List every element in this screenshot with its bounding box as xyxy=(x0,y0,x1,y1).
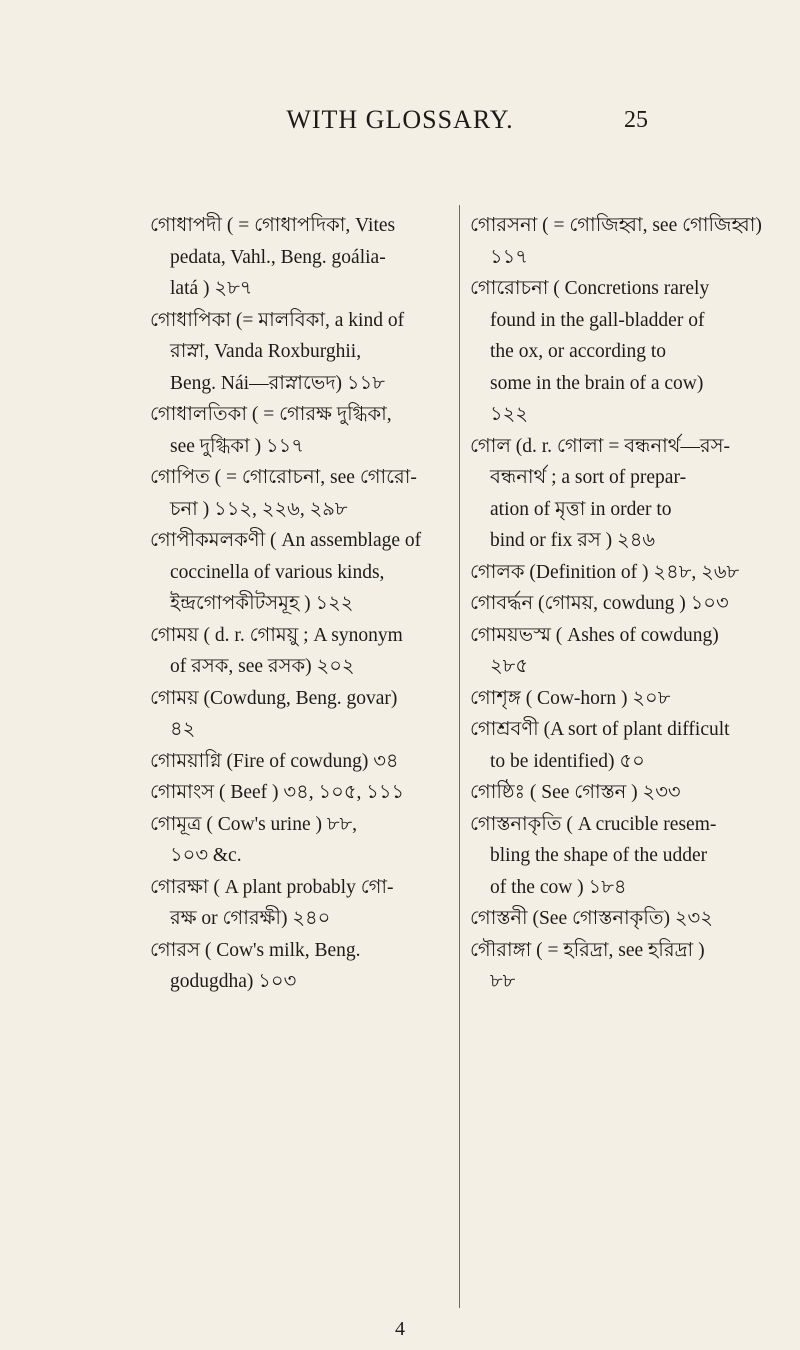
entry-first-line: গোপিত ( = গোরোচনা, see গোরো- xyxy=(150,467,417,488)
entry-continuation-line: to be identified) ৫০ xyxy=(490,750,645,772)
entry-first-line: গোধাপদী ( = গোধাপদিকা, Vites xyxy=(150,215,396,236)
glossary-entry xyxy=(470,620,792,683)
entry-continuation-line: ২৮৫ xyxy=(490,656,528,677)
glossary-entry xyxy=(470,935,792,998)
entry-first-line: গোমাংস ( Beef ) ৩৪, ১০৫, ১১১ xyxy=(150,782,405,803)
entry-continuation-line: godugdha) ১০৩ xyxy=(170,971,297,992)
entry-continuation-line: coccinella of various kinds, xyxy=(170,561,385,583)
signature-mark: 4 xyxy=(395,1318,405,1340)
entry-first-line: গোময়াগ্নি (Fire of cowdung) ৩৪ xyxy=(150,750,399,772)
entry-continuation-line: ation of মৃত্তা in order to xyxy=(490,498,672,520)
entry-first-line: গোমূত্র ( Cow's urine ) ৮৮, xyxy=(150,813,358,835)
entry-first-line: গোময় ( d. r. গোময়ু ; A synonym xyxy=(150,624,403,646)
entry-continuation-line: চনা ) ১১২, ২২৬, ২৯৮ xyxy=(170,498,348,520)
glossary-entry xyxy=(470,557,792,589)
entry-first-line: গোপীকমলকণী ( An assemblage of xyxy=(150,530,422,551)
glossary-entry xyxy=(150,872,465,935)
entry-continuation-line: বন্ধনার্থ ; a sort of prepar- xyxy=(490,467,687,488)
glossary-entry xyxy=(150,525,465,620)
glossary-entry xyxy=(150,462,465,525)
entry-first-line: গোষ্ঠিঃ ( See গোস্তন ) ২৩৩ xyxy=(470,782,681,803)
entry-continuation-line: pedata, Vahl., Beng. goália- xyxy=(170,246,386,268)
entry-first-line: গোময় (Cowdung, Beng. govar) xyxy=(150,687,398,709)
entry-first-line: গোময়ভস্ম ( Ashes of cowdung) xyxy=(470,624,719,646)
entry-continuation-line: of রসক, see রসক) ২০২ xyxy=(170,656,355,677)
entry-continuation-line: ইন্দ্রগোপকীটসমূহ ) ১২২ xyxy=(170,593,354,614)
glossary-entry xyxy=(150,746,465,778)
entry-first-line: গোশ্রবণী (A sort of plant difficult xyxy=(470,719,730,740)
glossary-entry xyxy=(470,714,792,777)
entry-continuation-line: রাস্না, Vanda Roxburghii, xyxy=(170,341,362,362)
glossary-entry xyxy=(150,399,465,462)
column-divider xyxy=(459,205,460,1308)
entry-continuation-line: ১২২ xyxy=(490,404,529,425)
glossary-column-right xyxy=(470,210,792,998)
glossary-entry xyxy=(150,210,465,305)
entry-continuation-line: ৪২ xyxy=(170,719,196,740)
glossary-entry xyxy=(150,935,465,998)
entry-first-line: গোরক্ষা ( A plant probably গো- xyxy=(150,876,394,898)
glossary-entry xyxy=(470,210,792,273)
entry-continuation-line: found in the gall-bladder of xyxy=(490,309,705,331)
entry-continuation-line: of the cow ) ১৮৪ xyxy=(490,876,627,898)
entry-first-line: গোস্তনাকৃতি ( A crucible resem- xyxy=(470,813,717,835)
entry-first-line: গোধালতিকা ( = গোরক্ষ দুগ্ধিকা, xyxy=(150,404,392,425)
glossary-entry xyxy=(470,683,792,715)
glossary-entry xyxy=(150,305,465,400)
entry-continuation-line: see দুগ্ধিকা ) ১১৭ xyxy=(170,435,304,457)
entry-first-line: গোবর্দ্ধন (গোময়, cowdung ) ১০৩ xyxy=(470,593,729,614)
glossary-entry xyxy=(150,777,465,809)
glossary-entry xyxy=(150,683,465,746)
page-number: 25 xyxy=(624,107,648,133)
entry-continuation-line: the ox, or according to xyxy=(490,341,666,362)
glossary-entry xyxy=(150,620,465,683)
entry-first-line: গোল (d. r. গোলা = বন্ধনার্থ—রস- xyxy=(470,435,731,457)
entry-continuation-line: Beng. Nái—রাস্নাভেদ) ১১৮ xyxy=(170,372,385,394)
glossary-entry xyxy=(470,903,792,935)
glossary-column-left xyxy=(150,210,465,998)
glossary-entry xyxy=(470,588,792,620)
entry-first-line: গৌরাঙ্গা ( = হরিদ্রা, see হরিদ্রা ) xyxy=(470,939,705,961)
page-header xyxy=(0,105,800,145)
entry-continuation-line: ৮৮ xyxy=(490,971,516,992)
entry-continuation-line: ১০৩ &c. xyxy=(170,845,242,866)
entry-first-line: গোশৃঙ্গ ( Cow-horn ) ২০৮ xyxy=(470,687,671,709)
glossary-entry xyxy=(470,273,792,431)
entry-first-line: গোরসনা ( = গোজিহ্বা, see গোজিহ্বা) xyxy=(470,215,762,236)
entry-continuation-line: some in the brain of a cow) xyxy=(490,372,704,394)
glossary-entry xyxy=(470,431,792,557)
entry-first-line: গোরস ( Cow's milk, Beng. xyxy=(150,939,361,961)
entry-first-line: গোরোচনা ( Concretions rarely xyxy=(470,278,710,299)
entry-first-line: গোধাপিকা (= মালবিকা, a kind of xyxy=(150,309,405,331)
entry-continuation-line: latá ) ২৮৭ xyxy=(170,278,253,299)
running-head: WITH GLOSSARY. xyxy=(286,105,514,134)
entry-continuation-line: ১১৭ xyxy=(490,246,528,268)
entry-first-line: গোলক (Definition of ) ২৪৮, ২৬৮ xyxy=(470,561,740,583)
entry-continuation-line: রক্ষ or গোরক্ষী) ২৪০ xyxy=(170,908,331,929)
entry-first-line: গোস্তনী (See গোস্তনাকৃতি) ২৩২ xyxy=(470,908,713,929)
glossary-entry xyxy=(470,809,792,904)
glossary-entry xyxy=(470,777,792,809)
entry-continuation-line: bind or fix রস ) ২৪৬ xyxy=(490,530,656,551)
glossary-entry xyxy=(150,809,465,872)
entry-continuation-line: bling the shape of the udder xyxy=(490,845,708,866)
